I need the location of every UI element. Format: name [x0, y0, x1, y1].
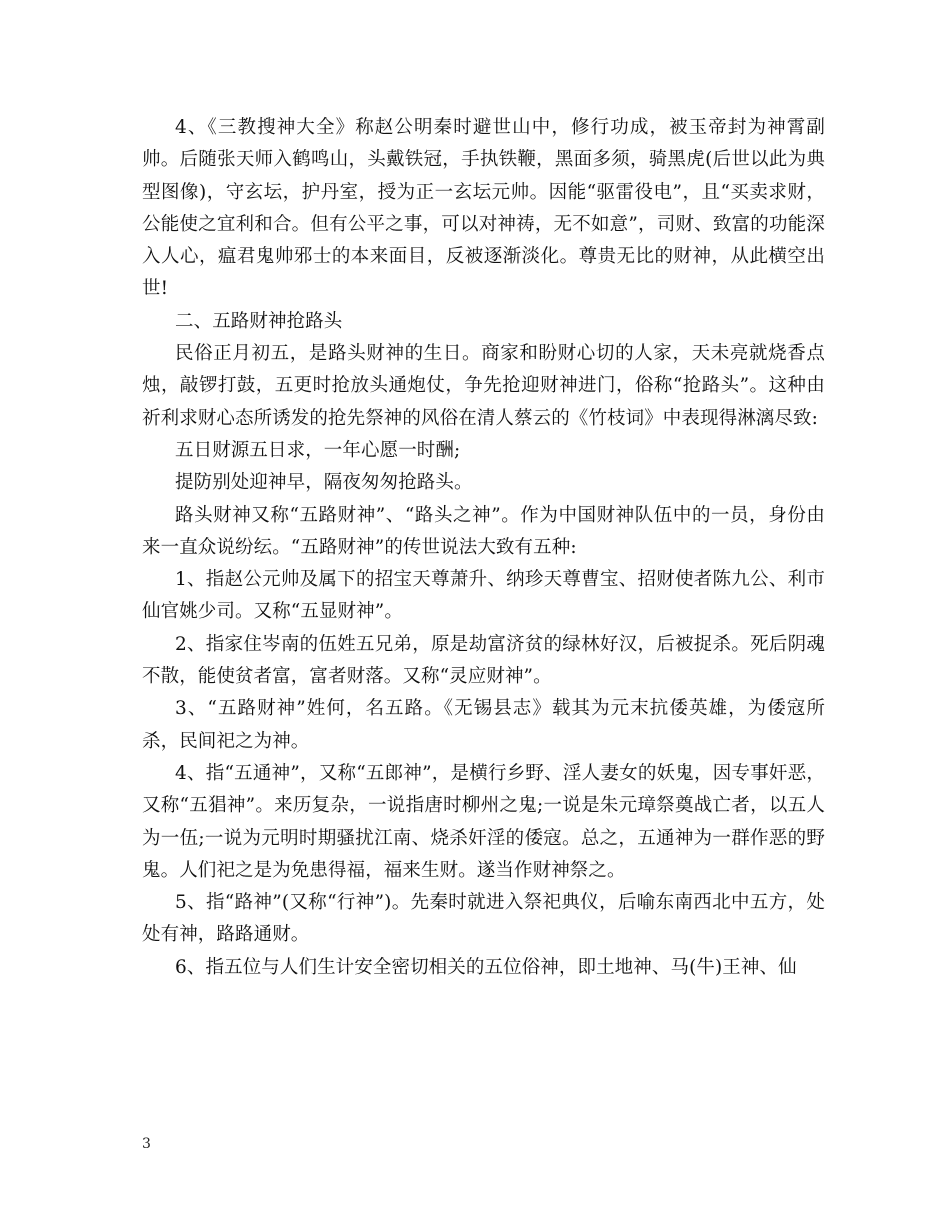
paragraph-zhao-gongming: 4、《三教搜神大全》称赵公明秦时避世山中，修行功成，被玉帝封为神霄副帅。后随张天师入鹤鸣山，头戴铁冠，手执铁鞭，黑面多须，骑黑虎(后世以此为典型图像)，守玄坛，护丹室，授为正一玄坛元帅。因能“驱雷役电”，且“买卖求财，公能使之宜利和合。但有公平之事，可以对神祷，无不如意”，司财、致富的功能深入人心，瘟君鬼帅邪士的本来面目，反被逐渐淡化。尊贵无比的财神，从此横空出世!: [142, 117, 825, 300]
poem-line-1: 五日财源五日求，一年心愿一时酬;: [175, 439, 461, 461]
paragraph-lutou-caishen: 路头财神又称“五路财神”、“路头之神”。作为中国财神队伍中的一员，身份由来一直众说纷纭。“五路财神”的传世说法大致有五种:: [142, 504, 825, 558]
list-item-2: 2、指家住岑南的伍姓五兄弟，原是劫富济贫的绿林好汉，后被捉杀。死后阴魂不散，能使贫者富，富者财落。又称“灵应财神”。: [142, 633, 825, 688]
document-body: [142, 112, 825, 984]
list-item-6: 6、指五位与人们生计安全密切相关的五位俗神，即土地神、马(牛)王神、仙: [175, 956, 797, 978]
poem-line-2: 提防别处迎神早，隔夜匆匆抢路头。: [175, 472, 473, 494]
page-number: 3: [142, 1136, 151, 1152]
list-item-1: 1、指赵公元帅及属下的招宝天尊萧升、纳珍天尊曹宝、招财使者陈九公、利市仙官姚少司。又称“五显财神”。: [142, 569, 825, 623]
list-item-4: 4、指“五通神”，又称“五郎神”，是横行乡野、淫人妻女的妖鬼，因专事奸恶，又称“五猖神”。来历复杂，一说指唐时柳州之鬼;一说是朱元璋祭奠战亡者，以五人为一伍;一说为元明时期骚扰江南、烧杀奸淫的倭寇。总之，五通神为一群作恶的野鬼。人们祀之是为免患得福，福来生财。遂当作财神祭之。: [142, 762, 825, 881]
list-item-3: 3、“五路财神”姓何，名五路。《无锡县志》载其为元末抗倭英雄，为倭寇所杀，民间祀之为神。: [142, 698, 825, 752]
list-item-5: 5、指“路神”(又称“行神”)。先秦时就进入祭祀典仪，后喻东南西北中五方，处处有神，路路通财。: [142, 892, 825, 946]
paragraph-folk-custom: 民俗正月初五，是路头财神的生日。商家和盼财心切的人家，天未亮就烧香点烛，敲锣打鼓，五更时抢放头通炮仗，争先抢迎财神进门，俗称“抢路头”。这种由祈利求财心态所诱发的抢先祭神的风俗在清人蔡云的《竹枝词》中表现得淋漓尽致:: [142, 343, 825, 429]
section-heading-wulu-caishen: 二、五路财神抢路头: [175, 310, 343, 332]
